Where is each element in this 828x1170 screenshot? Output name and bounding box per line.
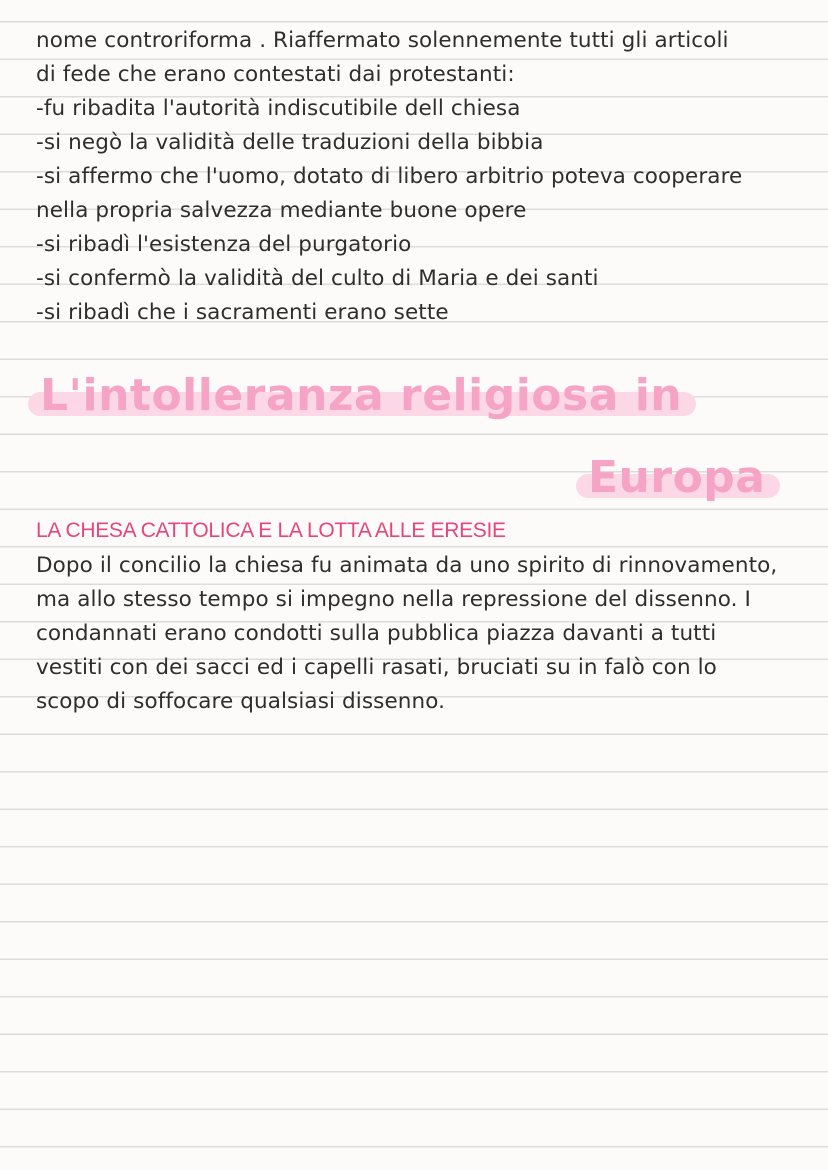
bullet-item: -si affermo che l'uomo, dotato di libero arbitrio poteva cooperare [36,164,743,189]
bullet-item: -fu ribadita l'autorità indiscutibile dell chiesa [36,96,521,121]
paragraph-line: vestiti con dei sacci ed i capelli rasati, bruciati su in falò con lo [36,655,717,680]
heading-line-2: Europa [588,452,766,504]
note-line: nome controriforma . Riaffermato solennemente tutti gli articoli [36,28,729,53]
heading-line-1: L'intolleranza religiosa in [40,370,682,422]
bullet-item: -si confermò la validità del culto di Maria e dei santi [36,266,599,291]
bullet-item: -si negò la validità delle traduzioni della bibbia [36,130,544,155]
paragraph-line: condannati erano condotti sulla pubblica piazza davanti a tutti [36,621,717,646]
bullet-item: -si ribadì che i sacramenti erano sette [36,300,449,325]
section-title: LA CHESA CATTOLICA E LA LOTTA ALLE ERESIE [36,519,506,542]
paragraph-line: ma allo stesso tempo si impegno nella repressione del dissenno. I [36,587,751,612]
paragraph-line: Dopo il concilio la chiesa fu animata da uno spirito di rinnovamento, [36,553,778,578]
note-line: di fede che erano contestati dai protestanti: [36,62,515,87]
note-line: nella propria salvezza mediante buone opere [36,198,527,223]
paragraph-line: scopo di soffocare qualsiasi dissenno. [36,689,446,714]
bullet-item: -si ribadì l'esistenza del purgatorio [36,232,412,257]
